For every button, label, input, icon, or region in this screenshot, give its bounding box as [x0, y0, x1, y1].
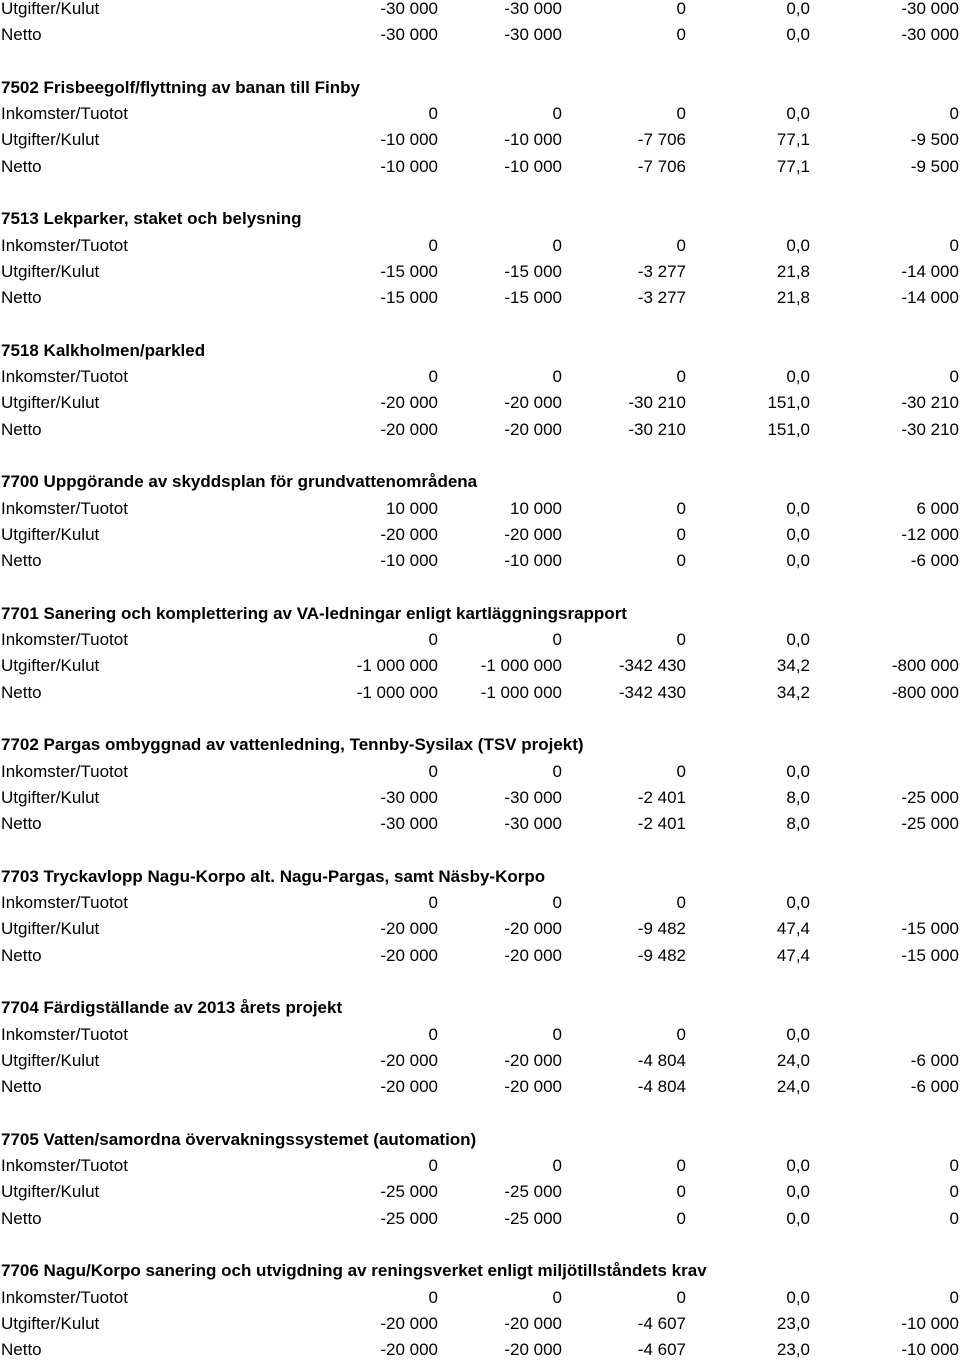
cell-value: 0,0	[786, 1208, 810, 1228]
cell-value: -15 000	[380, 288, 438, 308]
table-row	[0, 894, 960, 920]
section-spacer	[0, 1104, 960, 1130]
cell-value: -30 000	[901, 0, 959, 18]
cell-value: -1 000 000	[480, 656, 562, 676]
cell-value: 0	[676, 235, 686, 255]
section-title-text: 7706 Nagu/Korpo sanering och utvigdning av reningsverket enligt miljötillståndets krav	[1, 1261, 707, 1281]
cell-value: 0	[552, 1156, 562, 1176]
section-spacer	[0, 710, 960, 736]
section-spacer	[0, 184, 960, 210]
section-spacer	[0, 316, 960, 342]
row-label: Netto	[1, 945, 42, 965]
cell-value: -30 210	[901, 393, 959, 413]
cell-value: -25 000	[504, 1182, 562, 1202]
table-row	[0, 1315, 960, 1341]
cell-value: -10 000	[901, 1313, 959, 1333]
cell-value: -30 000	[504, 0, 562, 18]
cell-value: -800 000	[891, 656, 959, 676]
row-label: Utgifter/Kulut	[1, 393, 100, 413]
table-row	[0, 131, 960, 157]
cell-value: -10 000	[504, 156, 562, 176]
section-title	[0, 342, 960, 368]
cell-value: -7 706	[637, 130, 686, 150]
cell-value: 0,0	[786, 551, 810, 571]
row-label: Inkomster/Tuotot	[1, 761, 128, 781]
section-title	[0, 868, 960, 894]
cell-value: 8,0	[786, 814, 810, 834]
cell-value: 0,0	[786, 893, 810, 913]
cell-value: 0	[552, 630, 562, 650]
cell-value: -15 000	[504, 288, 562, 308]
cell-value: 0	[676, 1182, 686, 1202]
row-label: Utgifter/Kulut	[1, 919, 100, 939]
table-row	[0, 263, 960, 289]
cell-value: -15 000	[901, 919, 959, 939]
row-label: Netto	[1, 814, 42, 834]
cell-value: 0	[676, 551, 686, 571]
cell-value: 0	[428, 1024, 438, 1044]
cell-value: -9 482	[637, 945, 686, 965]
cell-value: 151,0	[767, 419, 810, 439]
cell-value: 0	[949, 1287, 959, 1307]
cell-value: -25 000	[380, 1182, 438, 1202]
table-row	[0, 1341, 960, 1367]
section-title-text: 7502 Frisbeegolf/flyttning av banan till Finby	[1, 77, 360, 97]
cell-value: -30 210	[628, 419, 686, 439]
cell-value: -800 000	[891, 682, 959, 702]
cell-value: 24,0	[776, 1050, 810, 1070]
cell-value: 0	[676, 498, 686, 518]
cell-value: -30 210	[901, 419, 959, 439]
section-spacer	[0, 53, 960, 79]
cell-value: 0	[676, 893, 686, 913]
cell-value: 0	[676, 104, 686, 124]
cell-value: -2 401	[637, 787, 686, 807]
cell-value: 10 000	[386, 498, 438, 518]
table-row	[0, 289, 960, 315]
cell-value: -20 000	[504, 419, 562, 439]
cell-value: -10 000	[504, 130, 562, 150]
cell-value: -3 277	[637, 261, 686, 281]
cell-value: -1 000 000	[356, 682, 438, 702]
cell-value: -20 000	[504, 945, 562, 965]
cell-value: 0,0	[786, 104, 810, 124]
cell-value: -9 482	[637, 919, 686, 939]
cell-value: 0	[552, 367, 562, 387]
cell-value: 0	[949, 1156, 959, 1176]
row-label: Utgifter/Kulut	[1, 524, 100, 544]
row-label: Utgifter/Kulut	[1, 0, 100, 18]
cell-value: -10 000	[901, 1340, 959, 1360]
cell-value: 23,0	[776, 1340, 810, 1360]
cell-value: -30 000	[901, 25, 959, 45]
cell-value: 0	[676, 0, 686, 18]
cell-value: 0	[676, 1287, 686, 1307]
cell-value: 0	[676, 761, 686, 781]
cell-value: 0	[949, 1182, 959, 1202]
cell-value: -30 000	[380, 0, 438, 18]
row-label: Netto	[1, 682, 42, 702]
table-row	[0, 0, 960, 26]
section-title-text: 7700 Uppgörande av skyddsplan för grundvattenområdena	[1, 472, 478, 492]
row-label: Utgifter/Kulut	[1, 130, 100, 150]
sections-container	[0, 53, 960, 1367]
cell-value: -25 000	[380, 1208, 438, 1228]
cell-value: 0,0	[786, 1287, 810, 1307]
cell-value: -25 000	[504, 1208, 562, 1228]
cell-value: 10 000	[510, 498, 562, 518]
cell-value: -10 000	[380, 156, 438, 176]
cell-value: 0	[676, 1156, 686, 1176]
row-label: Inkomster/Tuotot	[1, 1024, 128, 1044]
cell-value: 0	[552, 1024, 562, 1044]
cell-value: -1 000 000	[356, 656, 438, 676]
cell-value: 0	[552, 761, 562, 781]
cell-value: 0	[676, 25, 686, 45]
cell-value: -15 000	[504, 261, 562, 281]
table-row	[0, 552, 960, 578]
cell-value: 0,0	[786, 761, 810, 781]
row-label: Inkomster/Tuotot	[1, 1287, 128, 1307]
cell-value: -342 430	[618, 656, 686, 676]
cell-value: 24,0	[776, 1077, 810, 1097]
cell-value: -20 000	[380, 393, 438, 413]
table-row	[0, 947, 960, 973]
cell-value: 8,0	[786, 787, 810, 807]
cell-value: -20 000	[380, 1313, 438, 1333]
cell-value: 0	[428, 367, 438, 387]
table-row	[0, 684, 960, 710]
section-title-text: 7703 Tryckavlopp Nagu-Korpo alt. Nagu-Pargas, samt Näsby-Korpo	[1, 866, 546, 886]
cell-value: 0	[676, 1208, 686, 1228]
cell-value: 0	[949, 235, 959, 255]
section-title-text: 7513 Lekparker, staket och belysning	[1, 209, 302, 229]
cell-value: 47,4	[776, 919, 810, 939]
cell-value: -20 000	[380, 1340, 438, 1360]
table-row	[0, 815, 960, 841]
cell-value: 0	[428, 1156, 438, 1176]
cell-value: -6 000	[910, 551, 959, 571]
cell-value: 77,1	[776, 156, 810, 176]
row-label: Utgifter/Kulut	[1, 787, 100, 807]
cell-value: 0	[428, 1287, 438, 1307]
cell-value: 0	[552, 104, 562, 124]
section-title-text: 7705 Vatten/samordna övervakningssystemet (automation)	[1, 1129, 477, 1149]
cell-value: 0	[428, 235, 438, 255]
section-title	[0, 79, 960, 105]
cell-value: -30 000	[380, 787, 438, 807]
section-title	[0, 210, 960, 236]
cell-value: 0	[949, 104, 959, 124]
table-row	[0, 1026, 960, 1052]
cell-value: -20 000	[504, 1340, 562, 1360]
row-label: Netto	[1, 156, 42, 176]
row-label: Utgifter/Kulut	[1, 261, 100, 281]
table-row	[0, 1157, 960, 1183]
cell-value: 0	[676, 524, 686, 544]
cell-value: 21,8	[776, 261, 810, 281]
table-row	[0, 526, 960, 552]
cell-value: -4 804	[637, 1077, 686, 1097]
row-label: Inkomster/Tuotot	[1, 630, 128, 650]
cell-value: 6 000	[916, 498, 959, 518]
cell-value: -15 000	[380, 261, 438, 281]
cell-value: 0,0	[786, 0, 810, 18]
cell-value: -30 000	[380, 814, 438, 834]
row-label: Inkomster/Tuotot	[1, 893, 128, 913]
table-row	[0, 158, 960, 184]
row-label: Inkomster/Tuotot	[1, 235, 128, 255]
cell-value: -10 000	[504, 551, 562, 571]
row-label: Netto	[1, 1077, 42, 1097]
cell-value: 34,2	[776, 682, 810, 702]
cell-value: 0	[552, 1287, 562, 1307]
cell-value: 23,0	[776, 1313, 810, 1333]
cell-value: -20 000	[380, 419, 438, 439]
cell-value: -30 000	[504, 787, 562, 807]
section-title-text: 7702 Pargas ombyggnad av vattenledning, Tennby-Sysilax (TSV projekt)	[1, 735, 584, 755]
cell-value: -9 500	[910, 130, 959, 150]
row-label: Inkomster/Tuotot	[1, 1156, 128, 1176]
table-row	[0, 1078, 960, 1104]
section-title	[0, 1262, 960, 1288]
cell-value: -30 000	[380, 25, 438, 45]
cell-value: -15 000	[901, 945, 959, 965]
cell-value: -20 000	[504, 393, 562, 413]
section-spacer	[0, 842, 960, 868]
row-label: Netto	[1, 1208, 42, 1228]
row-label: Netto	[1, 288, 42, 308]
section-title	[0, 736, 960, 762]
cell-value: 0,0	[786, 630, 810, 650]
cell-value: 0,0	[786, 25, 810, 45]
row-label: Utgifter/Kulut	[1, 1313, 100, 1333]
row-label: Utgifter/Kulut	[1, 1050, 100, 1070]
cell-value: 151,0	[767, 393, 810, 413]
cell-value: 0	[428, 104, 438, 124]
cell-value: -342 430	[618, 682, 686, 702]
row-label: Netto	[1, 419, 42, 439]
cell-value: 34,2	[776, 656, 810, 676]
cell-value: 0	[676, 630, 686, 650]
cell-value: -7 706	[637, 156, 686, 176]
cell-value: -30 210	[628, 393, 686, 413]
row-label: Inkomster/Tuotot	[1, 367, 128, 387]
cell-value: 0	[552, 235, 562, 255]
section-spacer	[0, 973, 960, 999]
cell-value: 21,8	[776, 288, 810, 308]
table-row	[0, 789, 960, 815]
cell-value: -20 000	[380, 945, 438, 965]
table-row	[0, 1210, 960, 1236]
cell-value: -4 607	[637, 1313, 686, 1333]
cell-value: 0,0	[786, 1024, 810, 1044]
section-title	[0, 605, 960, 631]
section-spacer	[0, 579, 960, 605]
cell-value: 0,0	[786, 524, 810, 544]
cell-value: 0	[428, 761, 438, 781]
cell-value: 0	[949, 367, 959, 387]
cell-value: -20 000	[504, 524, 562, 544]
table-row	[0, 26, 960, 52]
section-title-text: 7518 Kalkholmen/parkled	[1, 340, 206, 360]
cell-value: 0,0	[786, 498, 810, 518]
cell-value: -6 000	[910, 1050, 959, 1070]
cell-value: 77,1	[776, 130, 810, 150]
cell-value: -4 804	[637, 1050, 686, 1070]
table-row	[0, 394, 960, 420]
cell-value: -1 000 000	[480, 682, 562, 702]
cell-value: -20 000	[380, 524, 438, 544]
cell-value: -12 000	[901, 524, 959, 544]
cell-value: 47,4	[776, 945, 810, 965]
table-row	[0, 657, 960, 683]
cell-value: -4 607	[637, 1340, 686, 1360]
cell-value: 0	[428, 893, 438, 913]
row-label: Inkomster/Tuotot	[1, 104, 128, 124]
row-label: Netto	[1, 1340, 42, 1360]
table-row	[0, 920, 960, 946]
cell-value: -20 000	[380, 919, 438, 939]
cell-value: -6 000	[910, 1077, 959, 1097]
section-spacer	[0, 1236, 960, 1262]
cell-value: -9 500	[910, 156, 959, 176]
table-row	[0, 421, 960, 447]
row-label: Utgifter/Kulut	[1, 1182, 100, 1202]
cell-value: -30 000	[504, 814, 562, 834]
cell-value: 0,0	[786, 235, 810, 255]
cell-value: -20 000	[504, 1050, 562, 1070]
section-title-text: 7704 Färdigställande av 2013 årets projekt	[1, 998, 343, 1018]
cell-value: -14 000	[901, 288, 959, 308]
cell-value: 0	[949, 1208, 959, 1228]
cell-value: -14 000	[901, 261, 959, 281]
cell-value: -25 000	[901, 814, 959, 834]
row-label: Utgifter/Kulut	[1, 656, 100, 676]
table-row	[0, 1052, 960, 1078]
section-title	[0, 473, 960, 499]
cell-value: -2 401	[637, 814, 686, 834]
cell-value: 0,0	[786, 1156, 810, 1176]
table-row	[0, 368, 960, 394]
cell-value: -20 000	[380, 1050, 438, 1070]
section-title	[0, 999, 960, 1025]
cell-value: -20 000	[504, 919, 562, 939]
cell-value: -25 000	[901, 787, 959, 807]
cell-value: -30 000	[504, 25, 562, 45]
cell-value: -20 000	[504, 1313, 562, 1333]
table-row	[0, 237, 960, 263]
cell-value: 0	[676, 1024, 686, 1044]
section-spacer	[0, 447, 960, 473]
table-row	[0, 500, 960, 526]
section-title-text: 7701 Sanering och komplettering av VA-ledningar enligt kartläggningsrapport	[1, 603, 627, 623]
cell-value: -3 277	[637, 288, 686, 308]
table-row	[0, 763, 960, 789]
cell-value: -20 000	[504, 1077, 562, 1097]
cell-value: -20 000	[380, 1077, 438, 1097]
cell-value: 0	[552, 893, 562, 913]
row-label: Netto	[1, 551, 42, 571]
cell-value: 0	[676, 367, 686, 387]
table-row	[0, 1183, 960, 1209]
row-label: Netto	[1, 25, 42, 45]
cell-value: -10 000	[380, 551, 438, 571]
table-row	[0, 1289, 960, 1315]
cell-value: 0,0	[786, 367, 810, 387]
section-title	[0, 1131, 960, 1157]
cell-value: -10 000	[380, 130, 438, 150]
table-row	[0, 631, 960, 657]
cell-value: 0	[428, 630, 438, 650]
row-label: Inkomster/Tuotot	[1, 498, 128, 518]
cell-value: 0,0	[786, 1182, 810, 1202]
table-row	[0, 105, 960, 131]
